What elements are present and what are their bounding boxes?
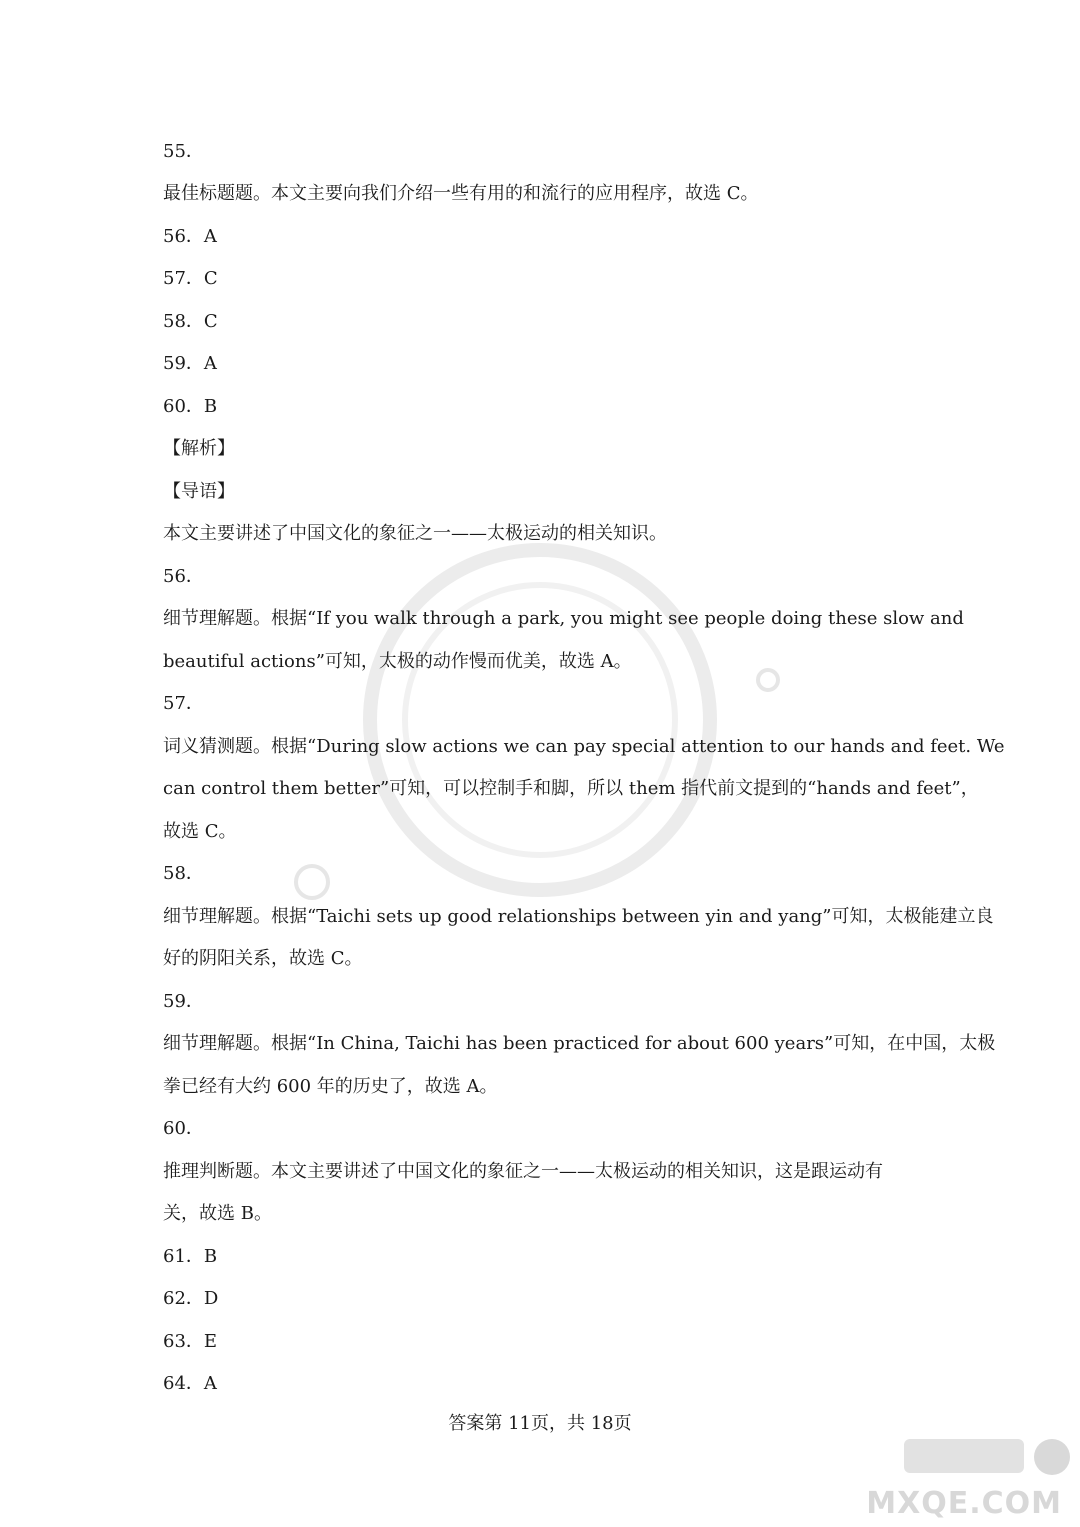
text-line: 60． xyxy=(163,1118,204,1139)
text-line: 59． xyxy=(163,991,204,1012)
text-line: 细节理解题。根据“If you walk through a park, you might see people doing these slow and xyxy=(163,608,964,629)
text-line: 拳已经有大约 600 年的历史了，故选 A。 xyxy=(163,1076,498,1097)
text-line: 好的阴阳关系，故选 C。 xyxy=(163,948,363,969)
text-line: 推理判断题。本文主要讲述了中国文化的象征之一——太极运动的相关知识，这是跟运动有 xyxy=(163,1161,883,1182)
text-line: 64．A xyxy=(163,1373,217,1394)
text-line: 59．A xyxy=(163,353,217,374)
text-line: 57．C xyxy=(163,268,218,289)
text-line: 60．B xyxy=(163,396,218,417)
text-line: beautiful actions”可知，太极的动作慢而优美，故选 A。 xyxy=(163,651,632,672)
text-line: 55． xyxy=(163,141,204,162)
text-line: 61．B xyxy=(163,1246,218,1267)
text-line: 62．D xyxy=(163,1288,219,1309)
text-line: 关，故选 B。 xyxy=(163,1203,272,1224)
text-line: 63．E xyxy=(163,1331,218,1352)
text-line: 最佳标题题。本文主要向我们介绍一些有用的和流行的应用程序，故选 C。 xyxy=(163,183,759,204)
section-heading: 【导语】 xyxy=(163,481,235,502)
text-line: 词义猜测题。根据“During slow actions we can pay special attention to our hands and feet. We xyxy=(163,736,1005,757)
text-line: 57． xyxy=(163,693,204,714)
text-line: 故选 C。 xyxy=(163,821,237,842)
text-line: can control them better”可知，可以控制手和脚，所以 them 指代前文提到的“hands and feet”， xyxy=(163,778,979,799)
text-line: 56．A xyxy=(163,226,217,247)
watermark-seal xyxy=(290,530,790,910)
watermark-text: MXQE.COM xyxy=(866,1486,1062,1521)
text-line: 本文主要讲述了中国文化的象征之一——太极运动的相关知识。 xyxy=(163,523,667,544)
section-heading: 【解析】 xyxy=(163,438,235,459)
text-line: 细节理解题。根据“In China, Taichi has been practiced for about 600 years”可知，在中国，太极 xyxy=(163,1033,996,1054)
text-line: 58． xyxy=(163,863,204,884)
text-line: 细节理解题。根据“Taichi sets up good relationships between yin and yang”可知，太极能建立良 xyxy=(163,906,994,927)
text-line: 58．C xyxy=(163,311,218,332)
text-line: 56． xyxy=(163,566,204,587)
page-footer: 答案第 11页，共 18页 xyxy=(448,1413,632,1434)
